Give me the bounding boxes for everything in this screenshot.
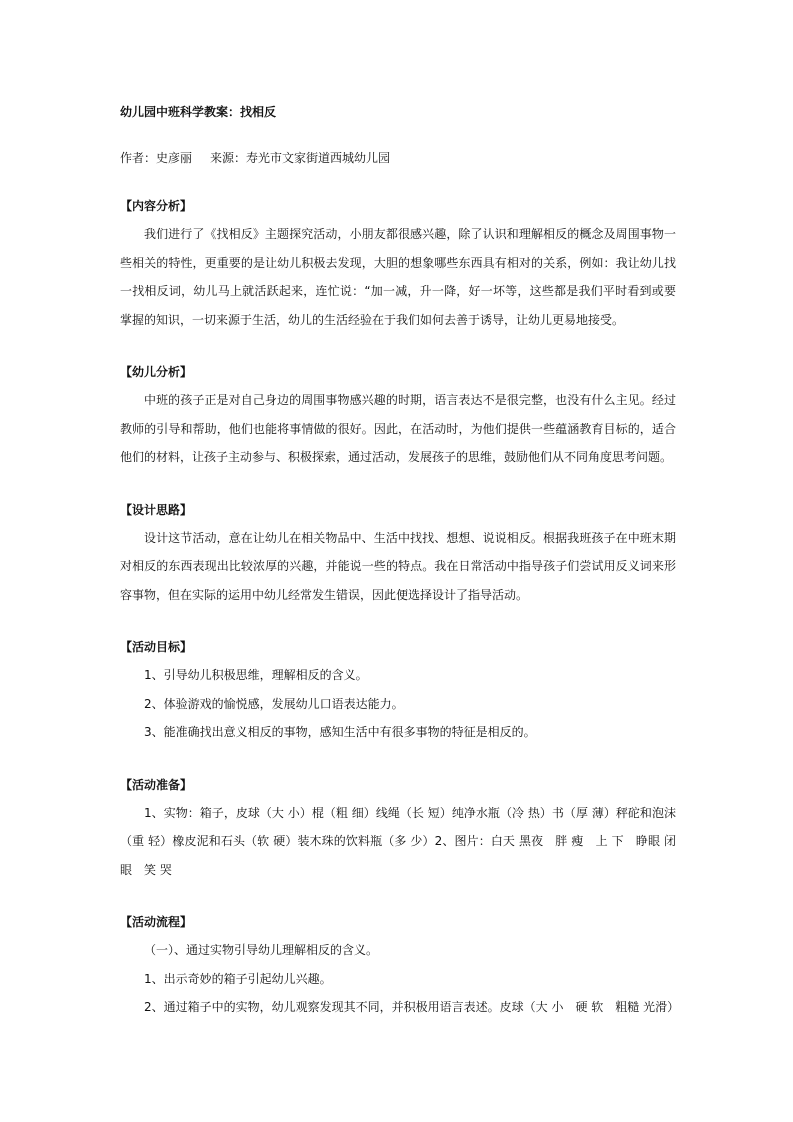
goal-item: 1、引导幼儿积极思维，理解相反的含义。	[144, 668, 368, 682]
section-heading-process: 【活动流程】	[120, 915, 193, 929]
process-item: （一）、通过实物引导幼儿理解相反的含义。	[144, 943, 379, 957]
section-text-design: 设计这节活动，意在让幼儿在相关物品中、生活中找找、想想、说说相反。根据我班孩子在中班末期对相反的东西表现出比较浓厚的兴趣，并能说一些的特点。我在日常活动中指导孩子们尝试用反义词来形容事物，但在实际的运用中幼儿经常发生错误，因此便选择设计了指导活动。	[120, 530, 676, 602]
section-text-child-analysis: 中班的孩子正是对自己身边的周围事物感兴趣的时期，语言表达不是很完整，也没有什么主见。经过教师的引导和帮助，他们也能将事情做的很好。因此，在活动时，为他们提供一些蕴涵教育目标的，适合他们的材料，让孩子主动参与、积极探索，通过活动，发展孩子的思维，鼓励他们从不同角度思考问题。	[120, 393, 676, 464]
document-title: 幼儿园中班科学教案：找相反	[120, 105, 277, 119]
goal-item: 3、能准确找出意义相反的事物，感知生活中有很多事物的特征是相反的。	[144, 725, 536, 739]
process-item: 1、出示奇妙的箱子引起幼儿兴趣。	[144, 971, 332, 986]
section-heading-preparation: 【活动准备】	[120, 777, 193, 792]
section-text-preparation: 1、实物：箱子，皮球（大 小）棍（粗 细）线绳（长 短）纯净水瓶（冷 热）书（厚 薄）秤砣和泡沫（重 轻）橡皮泥和石头（软 硬）装木珠的饮料瓶（多 少）2、图片：白天 黑夜 胖 瘦 上 下 睁眼 闭眼 笑 哭	[120, 805, 676, 877]
section-heading-design: 【设计思路】	[120, 502, 193, 517]
source-text: 来源：寿光市文家街道西城幼儿园	[210, 151, 391, 165]
section-text-content-analysis: 我们进行了《找相反》主题探究活动，小朋友都很感兴趣，除了认识和理解相反的概念及周围事物一些相关的特性，更重要的是让幼儿积极去发现，大胆的想象哪些东西具有相对的关系，例如：我让幼儿找一找相反词，幼儿马上就活跃起来，连忙说：“加一减，升一降，好一坏等，这些都是我们平时看到或要掌握的知识，一切来源于生活，幼儿的生活经验在于我们如何去善于诱导，让幼儿更易地接受。	[120, 227, 676, 327]
section-heading-content-analysis: 【内容分析】	[120, 199, 193, 213]
author-text: 作者：史彦丽	[120, 151, 193, 165]
goal-item: 2、体验游戏的愉悦感，发展幼儿口语表达能力。	[144, 696, 404, 711]
process-item: 2、通过箱子中的实物，幼儿观察发现其不同，并积极用语言表述。皮球（大 小 硬 软 粗糙 光滑）	[144, 1000, 680, 1014]
section-heading-goals: 【活动目标】	[120, 640, 193, 654]
section-heading-child-analysis: 【幼儿分析】	[120, 365, 193, 379]
document-body	[120, 102, 680, 1022]
document-meta	[120, 148, 676, 168]
